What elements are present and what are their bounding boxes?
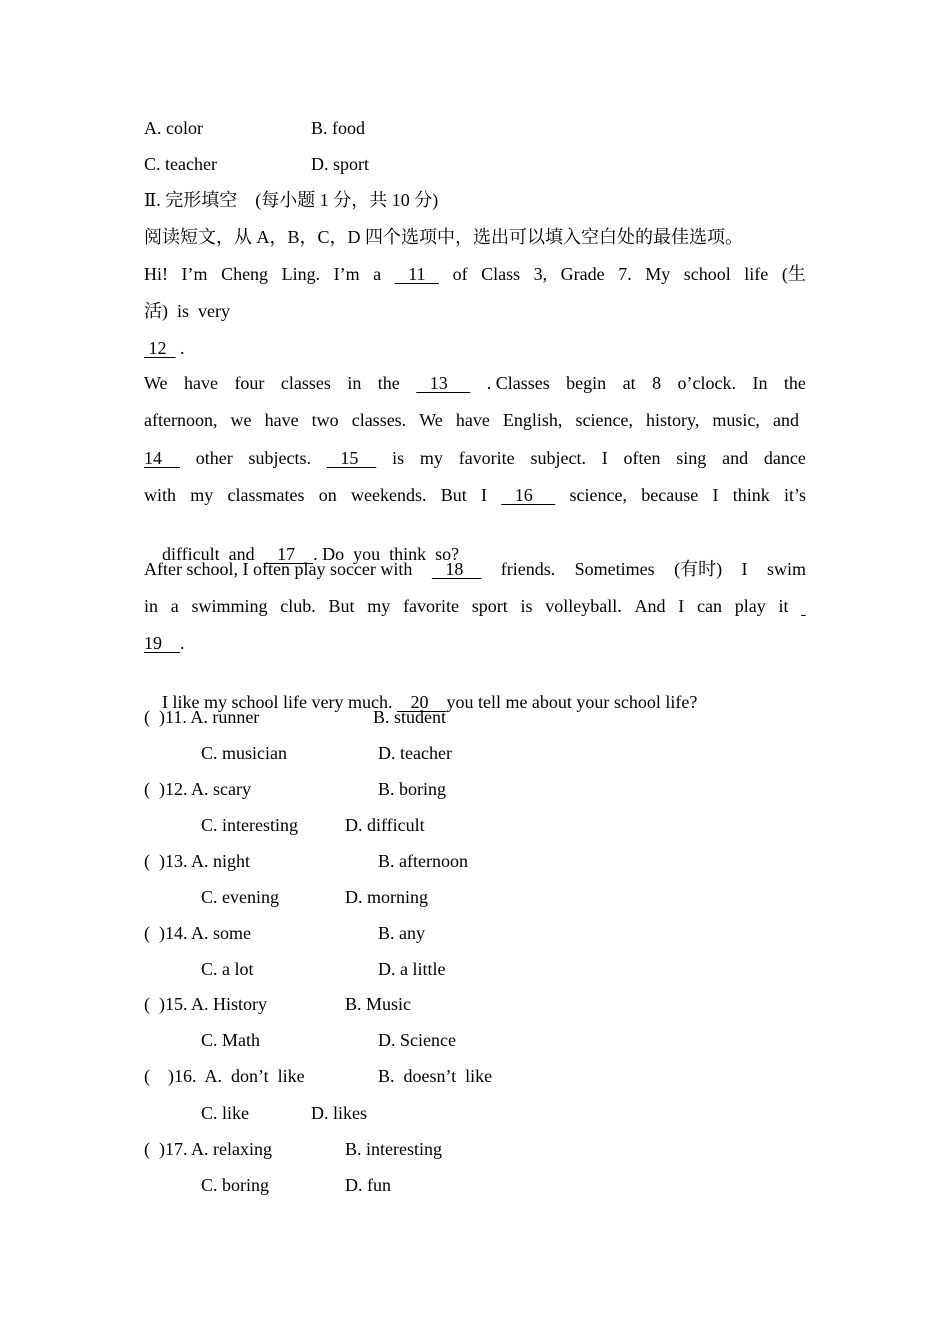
word: science, — [569, 485, 627, 505]
passage-line — [144, 632, 185, 654]
word: have — [455, 410, 490, 430]
option-c: C. Math — [201, 1030, 261, 1050]
word: 7. — [618, 264, 632, 284]
option-c: C. evening — [201, 887, 279, 907]
word: . — [180, 338, 185, 358]
word: life — [744, 264, 769, 284]
word: classes. — [351, 410, 407, 430]
blank-16: 16 — [501, 485, 556, 505]
question-13: ( )13. A. night — [144, 851, 250, 871]
option-c: C. musician — [201, 743, 287, 763]
word: . Do you think so? — [313, 544, 460, 564]
word: four — [234, 373, 265, 393]
option-b: B. doesn’t like — [378, 1066, 493, 1086]
word: my — [367, 596, 391, 616]
word: Ling. — [281, 264, 321, 284]
word: a — [373, 264, 382, 284]
section-instruction: 阅读短文，从 A，B，C，D 四个选项中，选出可以填入空白处的最佳选项。 — [144, 227, 744, 247]
word: in — [144, 596, 159, 616]
option-c: C. interesting — [201, 815, 298, 835]
passage-line — [144, 669, 698, 712]
option-d: D. morning — [345, 887, 428, 907]
word: sing — [676, 448, 707, 468]
word: my — [419, 448, 443, 468]
word: science, — [575, 410, 633, 430]
word: I like my school life very much. — [162, 692, 393, 712]
word: play — [734, 596, 766, 616]
word: other — [195, 448, 233, 468]
word: But — [328, 596, 355, 616]
word: subjects. — [248, 448, 312, 468]
option-c: C. like — [201, 1103, 249, 1123]
passage-line — [144, 263, 806, 285]
word: (生 — [781, 264, 806, 284]
word: weekends. — [351, 485, 427, 505]
word: favorite — [403, 596, 460, 616]
word: we — [230, 410, 252, 430]
word: my — [190, 485, 214, 505]
word: Cheng — [221, 264, 269, 284]
option-d: D. likes — [311, 1103, 367, 1123]
question-17: ( )17. A. relaxing — [144, 1139, 272, 1159]
word: often — [623, 448, 661, 468]
word: We — [144, 373, 168, 393]
word: in — [347, 373, 362, 393]
blank-18: 18 — [431, 559, 482, 579]
word: I — [481, 485, 488, 505]
option-b: B. student — [373, 707, 447, 727]
word: of — [452, 264, 468, 284]
passage-line — [144, 372, 806, 394]
word: subject. — [530, 448, 586, 468]
passage-line — [144, 409, 799, 431]
word: Grade — [560, 264, 605, 284]
word: afternoon, — [144, 410, 218, 430]
word: favorite — [458, 448, 515, 468]
blank-19: 19 — [144, 633, 180, 653]
word: the — [783, 373, 806, 393]
word: can — [697, 596, 723, 616]
word: on — [318, 485, 337, 505]
word: classmates — [227, 485, 305, 505]
blank-15: 15 — [326, 448, 377, 468]
option-c: C. teacher — [144, 154, 217, 174]
option-b: B. food — [311, 118, 365, 138]
word: o’clock. — [677, 373, 736, 393]
option-c: C. a lot — [201, 959, 254, 979]
blank-19-start — [801, 595, 806, 617]
word: Hi! — [144, 264, 168, 284]
word: the — [377, 373, 400, 393]
word: it — [778, 596, 789, 616]
blank-14: 14 — [144, 448, 180, 468]
word: English, — [502, 410, 563, 430]
blank-13: 13 — [416, 373, 471, 393]
word: I — [741, 559, 748, 579]
option-b: B. boring — [378, 779, 447, 799]
section-heading: Ⅱ. 完形填空 (每小题 1 分，共 10 分) — [144, 190, 439, 210]
question-14: ( )14. A. some — [144, 923, 251, 943]
word: My — [645, 264, 671, 284]
passage-line — [144, 558, 806, 580]
word: history, — [646, 410, 700, 430]
word: 3, — [533, 264, 548, 284]
blank-11: 11 — [394, 264, 440, 284]
word: . Classes — [486, 373, 550, 393]
option-d: D. fun — [345, 1175, 391, 1195]
word: have — [184, 373, 218, 393]
option-d: D. a little — [378, 959, 446, 979]
word: I — [678, 596, 685, 616]
word: is — [520, 596, 533, 616]
option-d: D. teacher — [378, 743, 452, 763]
word: and — [722, 448, 749, 468]
word: dance — [763, 448, 806, 468]
word: friends. — [500, 559, 556, 579]
question-12: ( )12. A. scary — [144, 779, 251, 799]
word: it’s — [783, 485, 806, 505]
word: is — [392, 448, 405, 468]
passage-line — [144, 447, 806, 469]
blank-17: 17 — [263, 544, 314, 564]
word: classes — [280, 373, 331, 393]
word: I — [712, 485, 719, 505]
word: and — [772, 410, 799, 430]
word: at — [622, 373, 636, 393]
passage-line: 活) is very — [144, 301, 230, 321]
word: think — [732, 485, 770, 505]
question-11: ( )11. A. runner — [144, 707, 260, 727]
word: In — [752, 373, 768, 393]
word: difficult — [162, 544, 220, 564]
word: After school, I often play soccer with — [144, 559, 413, 579]
word: . — [180, 633, 185, 653]
word: a — [170, 596, 179, 616]
option-a: A. color — [144, 118, 203, 138]
word: two — [311, 410, 339, 430]
word: sport — [471, 596, 508, 616]
word: Sometimes — [574, 559, 655, 579]
word: volleyball. — [545, 596, 622, 616]
word: have — [264, 410, 299, 430]
word: you tell me about your school life? — [446, 692, 698, 712]
option-b: B. any — [378, 923, 425, 943]
option-b: B. interesting — [345, 1139, 442, 1159]
word: I’m — [181, 264, 208, 284]
word: (有时) — [674, 559, 723, 579]
option-d: D. sport — [311, 154, 369, 174]
word: swim — [766, 559, 806, 579]
option-d: D. difficult — [345, 815, 425, 835]
question-16: ( )16. A. don’t like — [144, 1066, 305, 1086]
word: Class — [481, 264, 521, 284]
passage-line — [144, 337, 185, 359]
option-c: C. boring — [201, 1175, 270, 1195]
question-15: ( )15. A. History — [144, 994, 267, 1014]
blank-12: 12 — [144, 338, 176, 358]
passage-line — [144, 595, 806, 617]
passage-line — [144, 521, 460, 564]
blank-20: 20 — [396, 692, 447, 712]
word: music, — [712, 410, 760, 430]
word: We — [419, 410, 443, 430]
word: I’m — [333, 264, 360, 284]
word: because — [641, 485, 699, 505]
option-b: B. Music — [345, 994, 412, 1014]
word: club. — [280, 596, 316, 616]
word: But — [440, 485, 467, 505]
word: and — [228, 544, 255, 564]
passage-line — [144, 484, 806, 506]
option-b: B. afternoon — [378, 851, 468, 871]
word: And — [634, 596, 666, 616]
word: with — [144, 485, 177, 505]
word: begin — [566, 373, 607, 393]
word: school — [683, 264, 731, 284]
option-d: D. Science — [378, 1030, 456, 1050]
word: swimming — [191, 596, 268, 616]
word: 8 — [652, 373, 662, 393]
word: I — [601, 448, 608, 468]
